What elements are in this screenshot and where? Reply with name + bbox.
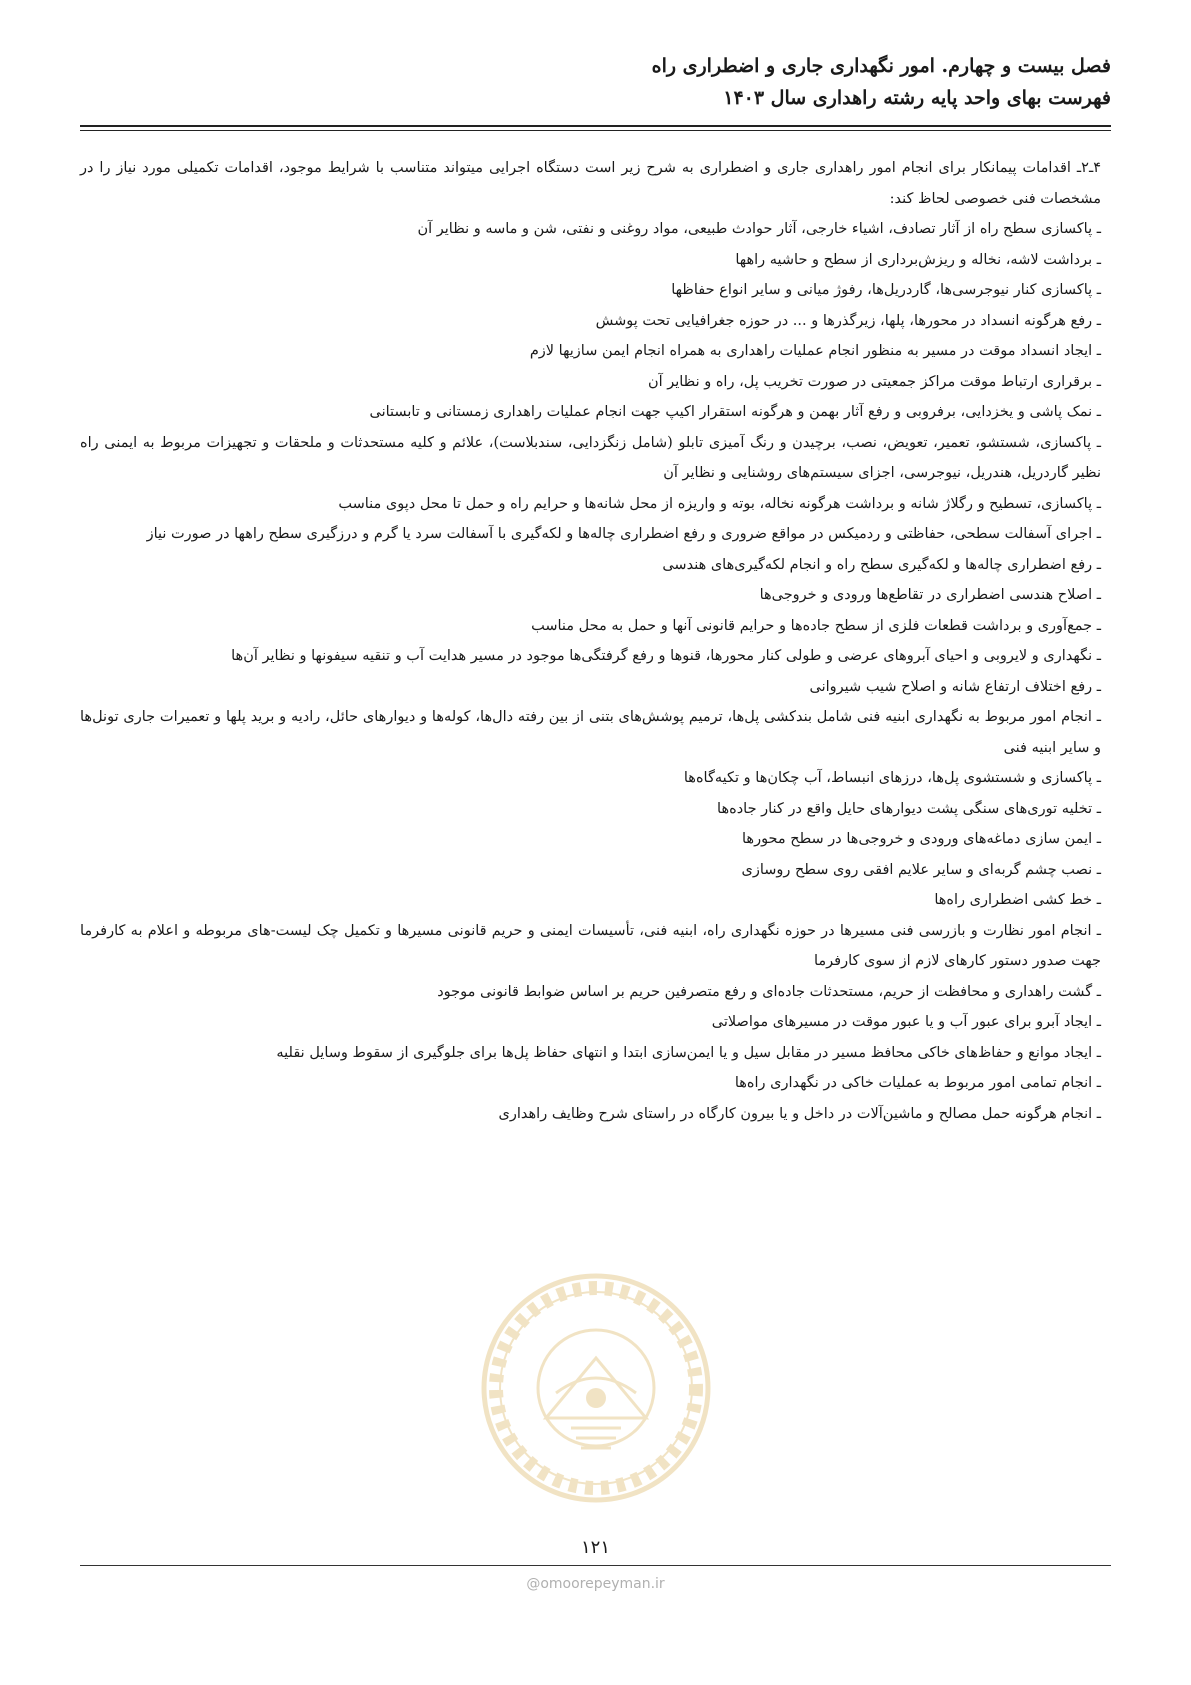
list-item: ـ پاکسازی و شستشوی پل‌ها، درزهای انبساط، آب چکان‌ها و تکیه‌گاه‌ها xyxy=(683,770,1101,786)
list-item: ـ رفع اختلاف ارتفاع شانه و اصلاح شیب شیروانی xyxy=(809,678,1101,695)
header-divider-thick xyxy=(80,125,1111,127)
list-item: ـ خط کشی اضطراری راه‌ها xyxy=(934,892,1101,908)
list-item: ـ نمک پاشی و یخزدایی، برفروبی و رفع آثار بهمن و هرگونه استقرار اکیپ جهت انجام عملیات راهداری زمستانی و تابستانی xyxy=(369,404,1101,420)
header-divider-thin xyxy=(80,130,1111,131)
intro-paragraph: ۴ـ۲ـ اقدامات پیمانکار برای انجام امور راهداری جاری و اضطراری به شرح زیر است دستگاه اجرایی میتواند متناسب با شرایط موجود، اقدامات تکمیلی مورد نیاز را در مشخصات فنی خصوصی لحاظ کند: xyxy=(80,160,1101,207)
list-item: ـ ایجاد موانع و حفاظ‌های خاکی محافظ مسیر در مقابل سیل و یا ایمن‌سازی ابتدا و انتهای حفاظ پل‌ها برای جلوگیری از سقوط وسایل نقلیه xyxy=(276,1044,1101,1061)
list-item: ـ نگهداری و لایروبی و احیای آبروهای عرضی و طولی کنار محورها، قنوها و رفع گرفتگی‌ها موجود در مسیر هدایت آب و تنقیه سیفونها و نظایر آن‌ها xyxy=(231,648,1101,664)
list-item: ـ برقراری ارتباط موقت مراکز جمعیتی در صورت تخریب پل، راه و نظایر آن xyxy=(647,373,1101,390)
watermark-seal-logo xyxy=(476,1268,716,1508)
page-header xyxy=(80,50,1111,114)
list-item: ـ گشت راهداری و محافظت از حریم، مستحدثات جاده‌ای و رفع متصرفین حریم بر اساس ضوابط قانونی موجود xyxy=(437,983,1101,1000)
list-item: ـ ایجاد انسداد موقت در مسیر به منظور انجام عملیات راهداری به همراه انجام ایمن سازیها لازم xyxy=(529,343,1101,359)
list-item: ـ پاکسازی، تسطیح و رگلاژ شانه و برداشت هرگونه نخاله، بوته و واریزه از محل شانه‌ها و حرایم راه و حمل تا محل دپوی مناسب xyxy=(338,495,1101,512)
list-item: ـ پاکسازی، شستشو، تعمیر، تعویض، نصب، برچیدن و رنگ آمیزی تابلو (شامل زنگزدایی، سندبلاست)، علائم و کلیه مستحدثات و ملحقات و تجهیزات مربوط به ایمنی راه نظیر گاردریل، هندریل، نیوجرسی، اجزای سیستم‌های روشنایی و نظایر آن xyxy=(80,434,1101,481)
list-item: ـ پاکسازی سطح راه از آثار تصادف، اشیاء خارجی، آثار حوادث طبیعی، مواد روغنی و نفتی، شن و ماسه و نظایر آن xyxy=(417,221,1101,237)
list-item: ـ پاکسازی کنار نیوجرسی‌ها، گاردریل‌ها، رفوژ میانی و سایر انواع حفاظها xyxy=(671,282,1101,298)
list-item: ـ اجرای آسفالت سطحی، حفاظتی و ردمیکس در مواقع ضروری و رفع اضطراری چاله‌ها و لکه‌گیری با آسفالت سرد یا گرم و درزگیری سطح راهها در صورت نیاز xyxy=(146,526,1101,542)
list-item: ـ ایجاد آبرو برای عبور آب و یا عبور موقت در مسیرهای مواصلاتی xyxy=(711,1014,1101,1030)
list-item: ـ جمع‌آوری و برداشت قطعات فلزی از سطح جاده‌ها و حرایم قانونی آنها و حمل به محل مناسب xyxy=(531,617,1101,634)
footer-divider xyxy=(80,1565,1111,1566)
list-item: ـ رفع هرگونه انسداد در محورها، پلها، زیرگذرها و ... در حوزه جغرافیایی تحت پوشش xyxy=(595,312,1101,329)
list-item: ـ اصلاح هندسی اضطراری در تقاطع‌ها ورودی و خروجی‌ها xyxy=(759,587,1101,603)
list-item: ـ انجام تمامی امور مربوط به عملیات خاکی در نگهداری راه‌ها xyxy=(734,1075,1101,1091)
list-item: ـ انجام امور نظارت و بازرسی فنی مسیرها در حوزه نگهداری راه، ابنیه فنی، تأسیسات ایمنی و حریم قانونی مسیرها و تکمیل چک لیست‌-های مربوطه و اعلام به کارفرما جهت صدور دستور کارهای لازم از سوی کارفرما xyxy=(80,922,1101,969)
list-item: ـ تخلیه توری‌های سنگی پشت دیوارهای حایل واقع در کنار جاده‌ها xyxy=(717,800,1101,817)
page-number: ۱۲۱ xyxy=(580,1537,610,1558)
list-item: ـ ایمن سازی دماغه‌های ورودی و خروجی‌ها در سطح محورها xyxy=(742,831,1101,847)
price-list-title: فهرست بهای واحد پایه رشته راهداری سال ۱۴۰۳ xyxy=(723,87,1111,109)
chapter-title: فصل بیست و چهارم. امور نگهداری جاری و اضطراری راه xyxy=(651,55,1111,77)
list-item: ـ نصب چشم گربه‌ای و سایر علایم افقی روی سطح روسازی xyxy=(741,861,1101,878)
body-content xyxy=(80,153,1101,1129)
list-item: ـ برداشت لاشه، نخاله و ریزش‌برداری از سطح و حاشیه راهها xyxy=(735,251,1101,268)
list-item: ـ انجام امور مربوط به نگهداری ابنیه فنی شامل بندکشی پل‌ها، ترمیم پوشش‌های بتنی از بین رفته دال‌ها، کوله‌ها و دیوارهای حائل، رادیه و برید پلها و تعمیرات جاری تونل‌ها و سایر ابنیه فنی xyxy=(80,709,1101,756)
list-item: ـ انجام هرگونه حمل مصالح و ماشین‌آلات در داخل و یا بیرون کارگاه در راستای شرح وظایف راهداری xyxy=(498,1105,1101,1122)
website-watermark-text: @omoorepeyman.ir xyxy=(526,1576,665,1592)
list-item: ـ رفع اضطراری چاله‌ها و لکه‌گیری سطح راه و انجام لکه‌گیری‌های هندسی xyxy=(662,556,1101,573)
